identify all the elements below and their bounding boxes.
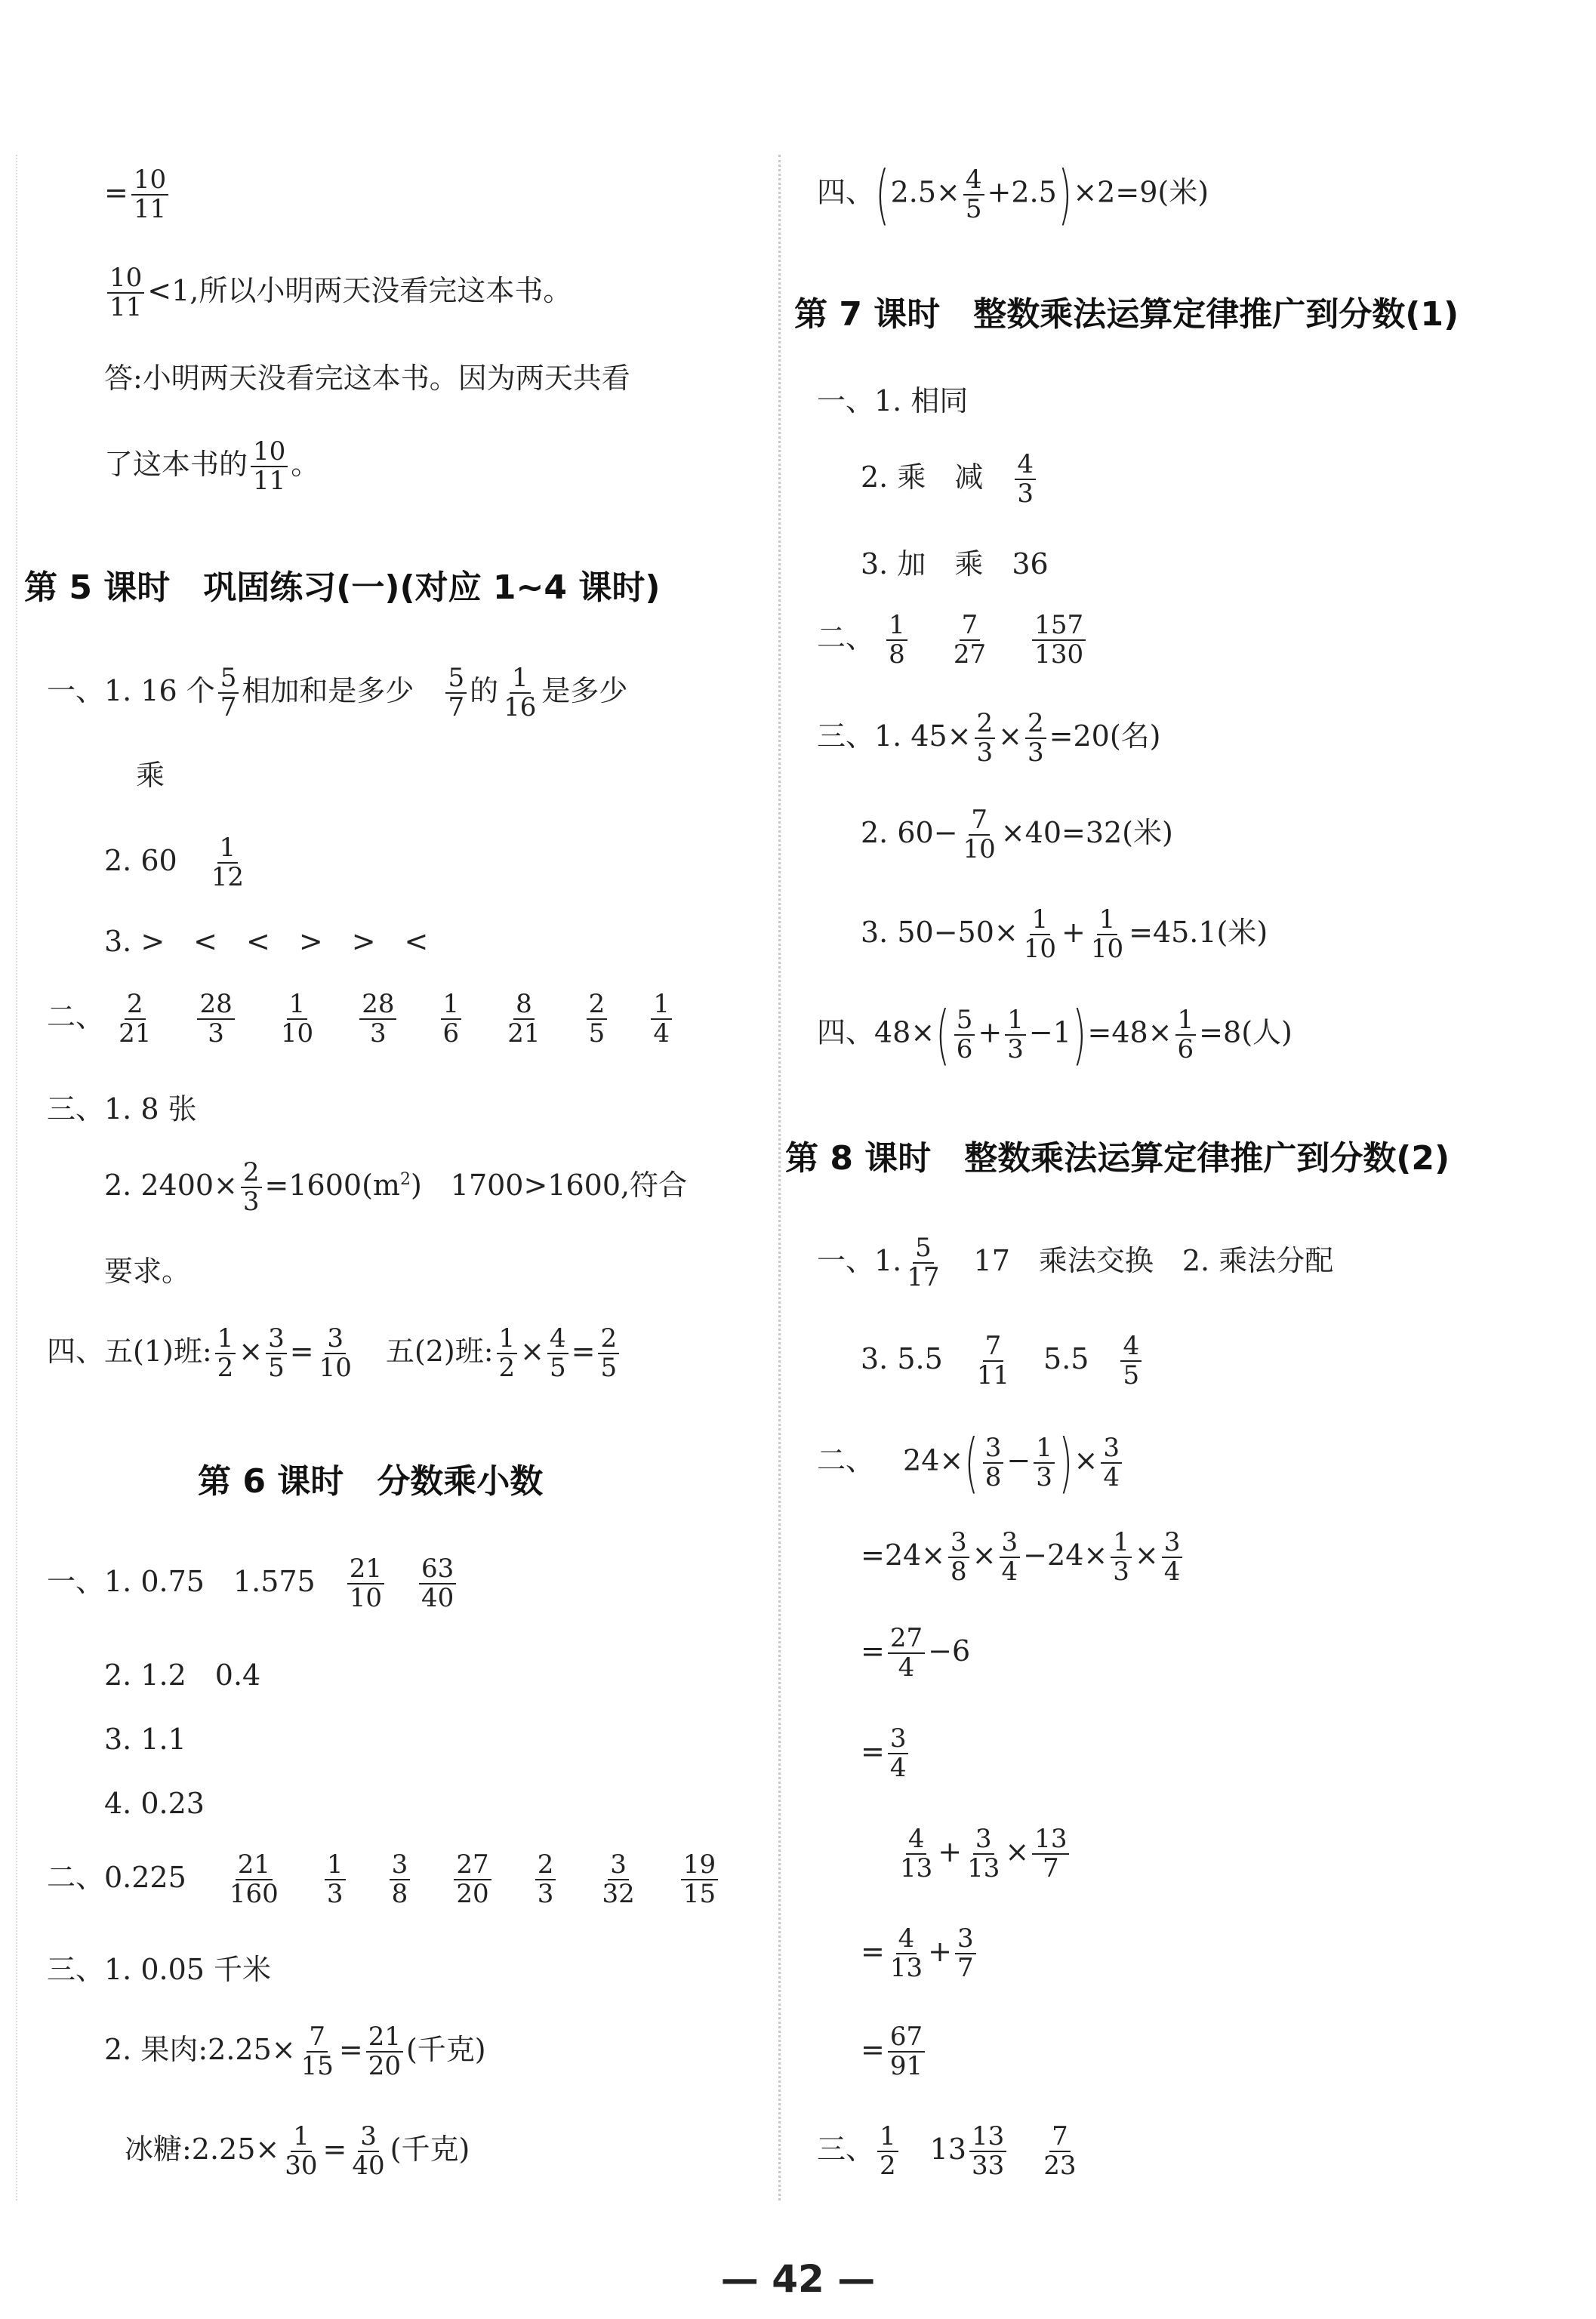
answer-line: = $\frac{3}{4}$ xyxy=(861,1725,911,1783)
page-number-dash-left: — xyxy=(720,2257,772,2301)
answer-line: 二、0.225 $\frac{21}{160}$ $\frac{1}{3}$ $\frac{3}{8}$ $\frac{27}{20}$ $\frac{2}{3}$ $\frac{3}{32}$ $\frac{19}{15}$ xyxy=(47,1851,721,1909)
fraction: $\frac{1}{10}$ xyxy=(1023,904,1056,965)
answer-line: 2. 60 $\frac{1}{12}$ xyxy=(104,834,249,892)
answer-line: = $\frac{67}{91}$ xyxy=(861,2023,928,2081)
fraction: $\frac{4}{5}$ xyxy=(1120,1332,1142,1390)
fraction: $\frac{3}{8}$ xyxy=(390,1851,411,1909)
answer-line: 一、1. 相同 xyxy=(817,384,969,417)
fraction: $\frac{5}{17}$ xyxy=(907,1233,940,1293)
fraction: $\frac{63}{40}$ xyxy=(419,1555,456,1613)
fraction: $\frac{19}{15}$ xyxy=(681,1851,718,1909)
answer-line: 一、1. $\frac{5}{17}$ 17 乘法交换 2. 乘法分配 xyxy=(817,1233,1334,1293)
fraction: $\frac{4}{3}$ xyxy=(1015,451,1036,509)
answer-line: 三、1. 45× $\frac{2}{3}$ × $\frac{2}{3}$ =20(名) xyxy=(817,708,1161,768)
section-heading-lesson-6: 第 6 课时 分数乘小数 xyxy=(198,1462,544,1501)
answer-line: 3. 50−50× $\frac{1}{10}$ + $\frac{1}{10}$ =45.1(米) xyxy=(861,904,1268,965)
fraction: $\frac{1}{16}$ xyxy=(504,663,537,723)
fraction: $\frac{5}{7}$ xyxy=(218,664,239,722)
fraction: $\frac{2}{3}$ xyxy=(1025,710,1046,768)
fraction: $\frac{1}{4}$ xyxy=(651,990,672,1049)
fraction: $\frac{3}{10}$ xyxy=(319,1323,352,1384)
fraction: $\frac{3}{4}$ xyxy=(1000,1529,1021,1587)
fraction: $\frac{157}{130}$ xyxy=(1032,611,1086,670)
answer-line: =24× $\frac{3}{8}$ × $\frac{3}{4}$ −24× $\frac{1}{3}$ × $\frac{3}{4}$ xyxy=(861,1529,1185,1587)
answer-line: = $\frac{4}{13}$ + $\frac{3}{7}$ xyxy=(861,1925,979,1983)
fraction: $\frac{67}{91}$ xyxy=(888,2023,925,2081)
fraction: $\frac{2}{3}$ xyxy=(241,1159,262,1217)
fraction: $\frac{4}{13}$ xyxy=(900,1824,933,1884)
answer-line: 二、 24×( $\frac{3}{8}$ − $\frac{1}{3}$ )× $\frac{3}{4}$ xyxy=(817,1431,1125,1495)
fraction: $\frac{1}{2}$ xyxy=(215,1325,236,1383)
fraction: $\frac{1}{10}$ xyxy=(1090,904,1124,965)
answer-line: 三、 $\frac{1}{2}$ 13 $\frac{13}{33}$ $\frac{7}{23}$ xyxy=(817,2123,1082,2181)
answer-line: 3. 1.1 xyxy=(104,1723,186,1756)
answer-line: 要求。 xyxy=(104,1255,191,1288)
answer-line: 一、1. 0.75 1.575 $\frac{21}{10}$ $\frac{63}{40}$ xyxy=(47,1555,459,1613)
fraction: $\frac{1}{3}$ xyxy=(1005,1006,1026,1064)
answer-line: 2. 60− $\frac{7}{10}$ ×40=32(米) xyxy=(861,805,1173,865)
fraction: $\frac{3}{4}$ xyxy=(1162,1529,1183,1587)
fraction: $\frac{1}{10}$ xyxy=(280,989,314,1049)
fraction: $\frac{10}{11}$ xyxy=(107,264,144,322)
fraction: $\frac{13}{7}$ xyxy=(1032,1825,1069,1883)
fraction: $\frac{28}{3}$ xyxy=(197,990,234,1049)
fraction: $\frac{7}{27}$ xyxy=(953,610,987,670)
answer-line: 冰糖:2.25× $\frac{1}{30}$ = $\frac{3}{40}$ (千克) xyxy=(125,2121,470,2182)
fraction: $\frac{3}{4}$ xyxy=(888,1725,909,1783)
answer-line: 四、(2.5× $\frac{4}{5}$ +2.5)×2=9(米) xyxy=(817,157,1209,233)
answer-line: 二、 $\frac{1}{8}$ $\frac{7}{27}$ $\frac{157}{130}$ xyxy=(817,611,1089,670)
fraction: $\frac{7}{11}$ xyxy=(976,1331,1010,1391)
fraction: $\frac{1}{12}$ xyxy=(211,833,244,893)
column-divider xyxy=(778,155,781,2200)
answer-line: 2. 乘 减 $\frac{4}{3}$ xyxy=(861,451,1039,509)
page-number-dash-right: — xyxy=(824,2257,876,2301)
answer-line: 3. 5.5 $\frac{7}{11}$ 5.5 $\frac{4}{5}$ xyxy=(861,1332,1145,1390)
answer-line: 乘 xyxy=(136,759,165,792)
answer-line: 三、1. 0.05 千米 xyxy=(47,1953,272,1986)
answer-line: 3. 加 乘 36 xyxy=(861,547,1049,581)
fraction: $\frac{1}{2}$ xyxy=(877,2123,898,2181)
answer-line: 3. > < < > > < xyxy=(104,925,429,958)
fraction: $\frac{2}{3}$ xyxy=(535,1851,556,1909)
answer-line: = $\frac{10}{11}$ xyxy=(104,166,171,224)
fraction: $\frac{1}{6}$ xyxy=(1175,1006,1197,1064)
fraction: $\frac{2}{5}$ xyxy=(598,1325,619,1383)
answer-line: 2. 果肉:2.25× $\frac{7}{15}$ = $\frac{21}{20}$ (千克) xyxy=(104,2022,486,2082)
fraction: $\frac{5}{6}$ xyxy=(954,1006,975,1064)
fraction: $\frac{7}{10}$ xyxy=(963,805,996,865)
answer-line: $\frac{4}{13}$ + $\frac{3}{13}$ × $\frac{13}{7}$ xyxy=(895,1825,1072,1883)
fraction: $\frac{1}{8}$ xyxy=(886,611,907,670)
fraction: $\frac{28}{3}$ xyxy=(359,990,396,1049)
fraction: $\frac{3}{5}$ xyxy=(266,1325,287,1383)
fraction: $\frac{4}{5}$ xyxy=(963,166,984,224)
fraction: $\frac{3}{13}$ xyxy=(967,1824,1000,1884)
fraction: $\frac{1}{2}$ xyxy=(497,1325,518,1383)
fraction: $\frac{21}{160}$ xyxy=(229,1849,279,1910)
fraction: $\frac{3}{7}$ xyxy=(955,1925,976,1983)
fraction: $\frac{1}{3}$ xyxy=(1034,1434,1055,1492)
fraction: $\frac{3}{4}$ xyxy=(1101,1434,1122,1492)
answer-line: 一、1. 16 个 $\frac{5}{7}$ 相加和是多少 $\frac{5}{7}$ 的 $\frac{1}{16}$ 是多少 xyxy=(47,663,628,723)
fraction: $\frac{3}{32}$ xyxy=(602,1849,635,1910)
fraction: $\frac{8}{21}$ xyxy=(507,989,541,1049)
fraction: $\frac{1}{30}$ xyxy=(285,2121,318,2182)
fraction: $\frac{1}{6}$ xyxy=(441,990,462,1049)
fraction: $\frac{2}{3}$ xyxy=(975,710,996,768)
fraction: $\frac{1}{3}$ xyxy=(1111,1529,1132,1587)
fraction: $\frac{7}{15}$ xyxy=(300,2022,334,2082)
answer-line: 2. 2400× $\frac{2}{3}$ $=1600(m^2)$ 1700>1600,符合 xyxy=(104,1157,688,1218)
fraction: $\frac{7}{23}$ xyxy=(1043,2121,1077,2182)
fraction: $\frac{3}{8}$ xyxy=(948,1529,969,1587)
answer-line: 二、 $\frac{2}{21}$ $\frac{28}{3}$ $\frac{1}{10}$ $\frac{28}{3}$ $\frac{1}{6}$ $\frac{8}{21}$ $\frac{2}{5}$ $\frac{1}{4}$ xyxy=(47,990,675,1049)
fraction: $\frac{3}{40}$ xyxy=(352,2121,385,2182)
fraction: $\frac{3}{8}$ xyxy=(983,1434,1004,1492)
fraction: $\frac{4}{13}$ xyxy=(889,1923,923,1984)
fraction: $\frac{2}{21}$ xyxy=(119,989,152,1049)
fraction: $\frac{10}{11}$ xyxy=(251,438,288,496)
answer-line: 三、1. 8 张 xyxy=(47,1092,197,1126)
fraction: $\frac{2}{5}$ xyxy=(587,990,608,1049)
fraction: $\frac{1}{3}$ xyxy=(325,1851,346,1909)
fraction: $\frac{4}{5}$ xyxy=(547,1325,568,1383)
answer-line: 四、48×( $\frac{5}{6}$ + $\frac{1}{3}$ −1)=48× $\frac{1}{6}$ =8(人) xyxy=(817,997,1293,1073)
fraction: $\frac{5}{7}$ xyxy=(445,664,467,722)
answer-line: 答:小明两天没看完这本书。因为两天共看 xyxy=(104,362,630,395)
left-margin-dots xyxy=(16,155,17,2200)
fraction: $\frac{27}{20}$ xyxy=(454,1851,491,1909)
section-heading-lesson-7: 第 7 课时 整数乘法运算定律推广到分数(1) xyxy=(794,295,1459,334)
section-heading-lesson-5: 第 5 课时 巩固练习(一)(对应 1~4 课时) xyxy=(24,568,661,607)
fraction: $\frac{10}{11}$ xyxy=(131,166,168,224)
answer-line: 2. 1.2 0.4 xyxy=(104,1658,261,1692)
section-heading-lesson-8: 第 8 课时 整数乘法运算定律推广到分数(2) xyxy=(785,1139,1450,1178)
page-number: — 42 — xyxy=(720,2257,876,2301)
answer-line: 四、五(1)班: $\frac{1}{2}$ × $\frac{3}{5}$ = $\frac{3}{10}$ 五(2)班: $\frac{1}{2}$ × $\frac{4}{5}$ = $\frac{2}{5}$ xyxy=(47,1325,622,1383)
fraction: $\frac{13}{33}$ xyxy=(969,2123,1006,2181)
answer-line: 4. 0.23 xyxy=(104,1787,205,1820)
answer-line: 了这本书的 $\frac{10}{11}$ 。 xyxy=(104,436,320,497)
fraction: $\frac{21}{20}$ xyxy=(366,2023,403,2081)
answer-line: = $\frac{27}{4}$ −6 xyxy=(861,1623,971,1683)
fraction: $\frac{27}{4}$ xyxy=(888,1625,925,1683)
answer-line: $\frac{10}{11}$ <1,所以小明两天没看完这本书。 xyxy=(104,264,572,322)
fraction: $\frac{21}{10}$ xyxy=(347,1555,384,1613)
